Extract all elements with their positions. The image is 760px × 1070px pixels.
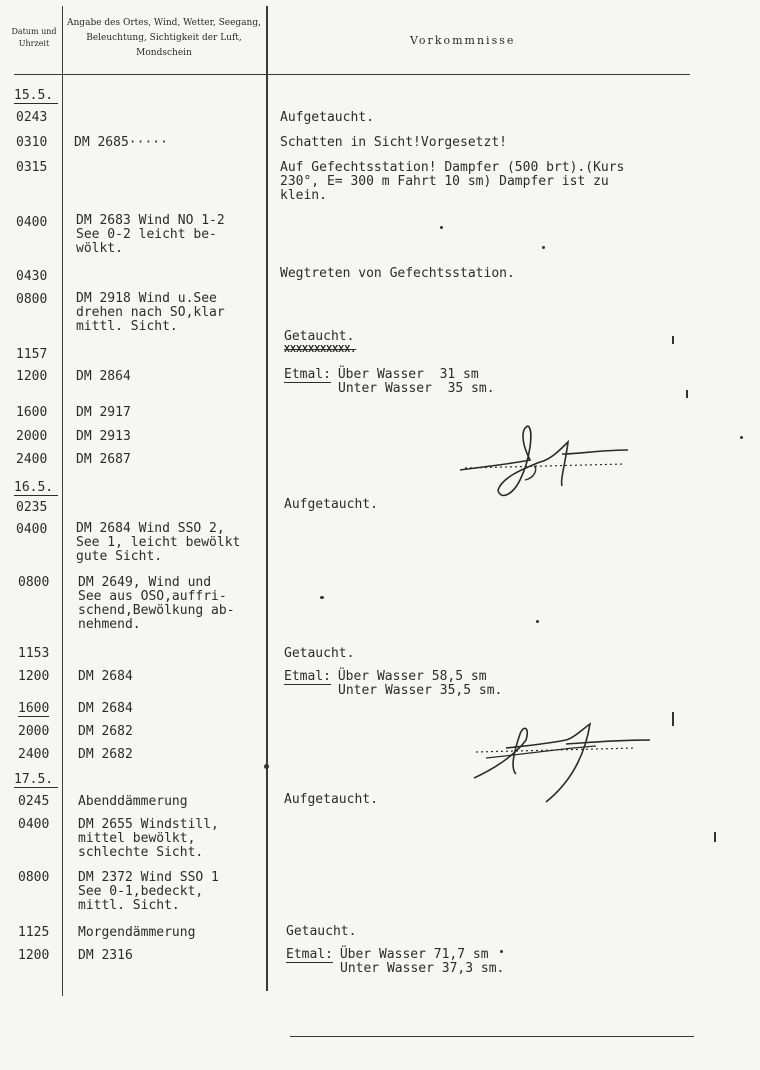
location-entry: See 0-2 leicht be- (76, 227, 217, 242)
location-entry: DM 2685····· (74, 135, 168, 150)
time-entry: 1600 (18, 701, 50, 716)
location-entry: mittel bewölkt, (78, 831, 196, 846)
time-entry: 2000 (18, 724, 50, 739)
location-entry: DM 2682 (78, 747, 133, 762)
ink-speck (740, 436, 743, 439)
time-entry: 0315 (16, 160, 48, 175)
location-entry: DM 2649, Wind und (78, 575, 212, 590)
location-entry: See aus OSO,auffri- (78, 589, 227, 604)
time-entry: 0400 (18, 817, 50, 832)
location-entry: DM 2917 (76, 405, 131, 420)
event-entry: Getaucht. (284, 329, 355, 344)
location-entry: schend,Bewölkung ab- (78, 603, 235, 618)
time-entry: 1200 (16, 369, 48, 384)
location-entry: schlechte Sicht. (78, 845, 204, 860)
ink-speck (440, 226, 443, 229)
event-entry: 230°, E= 300 m Fahrt 10 sm) Dampfer ist zu (280, 174, 609, 189)
event-entry: Schatten in Sicht!Vorgesetzt! (280, 135, 507, 150)
event-entry: Getaucht. (284, 646, 355, 661)
location-entry: mittl. Sicht. (76, 319, 178, 334)
ink-speck (536, 620, 539, 623)
time-entry: 0800 (18, 870, 50, 885)
location-entry: DM 2682 (78, 724, 133, 739)
header-location-weather: Angabe des Ortes, Wind, Wetter, Seegang, Beleuchtung, Sichtigkeit der Luft, Mondschein (67, 18, 261, 58)
location-entry: DM 2316 (78, 948, 133, 963)
etmal-under-water: Unter Wasser 37,3 sm. (340, 961, 505, 976)
location-entry: DM 2684 Wind SSO 2, (76, 521, 225, 536)
location-entry: DM 2684 (78, 701, 133, 716)
location-entry: DM 2913 (76, 429, 131, 444)
etmal-above-water: Über Wasser 58,5 sm (330, 669, 487, 684)
location-entry: DM 2918 Wind u.See (76, 291, 217, 306)
location-entry: Morgendämmerung (78, 925, 196, 940)
ink-speck (672, 712, 674, 726)
event-entry: klein. (280, 188, 327, 203)
signature-2 (466, 718, 656, 808)
location-entry: wölkt. (76, 241, 123, 256)
etmal-above-water: Über Wasser 71,7 sm (332, 947, 489, 962)
time-entry: 1200 (18, 669, 50, 684)
date-16-5: 16.5. (14, 480, 58, 496)
etmal-label: Etmal: (284, 669, 331, 684)
date-17-5: 17.5. (14, 772, 58, 788)
time-entry: 0430 (16, 269, 48, 284)
time-entry: 0800 (16, 292, 48, 307)
time-entry: 0400 (16, 522, 48, 537)
time-entry: 1153 (18, 646, 50, 661)
ink-speck (672, 336, 674, 344)
event-entry: Aufgetaucht. (284, 792, 378, 807)
ink-speck (714, 832, 716, 842)
time-entry: 0245 (18, 794, 50, 809)
time-entry: 0800 (18, 575, 50, 590)
column-rule-2 (266, 6, 268, 991)
location-entry: DM 2687 (76, 452, 131, 467)
location-entry: DM 2684 (78, 669, 133, 684)
etmal-under-water: Unter Wasser 35,5 sm. (338, 683, 503, 698)
location-entry: mittl. Sicht. (78, 898, 180, 913)
ink-speck (320, 596, 324, 599)
event-entry: Wegtreten von Gefechtsstation. (280, 266, 515, 281)
time-entry: 2400 (18, 747, 50, 762)
location-entry: See 1, leicht bewölkt (76, 535, 241, 550)
footer-rule (290, 1036, 694, 1037)
location-entry: nehmend. (78, 617, 141, 632)
location-entry: Abenddämmerung (78, 794, 188, 809)
location-entry: gute Sicht. (76, 549, 163, 564)
event-entry: Getaucht. (286, 924, 357, 939)
time-entry: 0400 (16, 215, 48, 230)
time-entry: 1600 (16, 405, 48, 420)
date-15-5: 15.5. (14, 88, 58, 104)
time-entry: 0235 (16, 500, 48, 515)
ink-speck (686, 390, 688, 398)
time-entry: 0243 (16, 110, 48, 125)
time-entry: 2400 (16, 452, 48, 467)
event-entry: Aufgetaucht. (280, 110, 374, 125)
header-rule (14, 74, 690, 75)
etmal-above-water: Über Wasser 31 sm (330, 367, 479, 382)
time-entry: 1200 (18, 948, 50, 963)
event-entry: Auf Gefechtsstation! Dampfer (500 brt).(Kurs (280, 160, 625, 175)
time-entry: 1157 (16, 347, 48, 362)
signature-1 (450, 420, 640, 520)
header-events: Vorkommnisse (410, 34, 516, 47)
location-entry: DM 2683 Wind NO 1-2 (76, 213, 225, 228)
location-entry: DM 2864 (76, 369, 131, 384)
etmal-label: Etmal: (284, 367, 331, 382)
time-entry: 1125 (18, 925, 50, 940)
etmal-under-water: Unter Wasser 35 sm. (338, 381, 495, 396)
header-date-time: Datum und Uhrzeit (11, 27, 57, 48)
location-entry: drehen nach SO,klar (76, 305, 225, 320)
event-entry: Aufgetaucht. (284, 497, 378, 512)
ink-speck (500, 950, 503, 953)
ink-speck (264, 764, 269, 769)
time-entry: 2000 (16, 429, 48, 444)
ink-speck (542, 246, 545, 249)
struck-out-entry: XXXXXXXXXXX. (284, 344, 357, 355)
column-rule-1 (62, 6, 63, 996)
location-entry: DM 2655 Windstill, (78, 817, 219, 832)
location-entry: See 0-1,bedeckt, (78, 884, 204, 899)
time-entry: 0310 (16, 135, 48, 150)
location-entry: DM 2372 Wind SSO 1 (78, 870, 219, 885)
etmal-label: Etmal: (286, 947, 333, 962)
